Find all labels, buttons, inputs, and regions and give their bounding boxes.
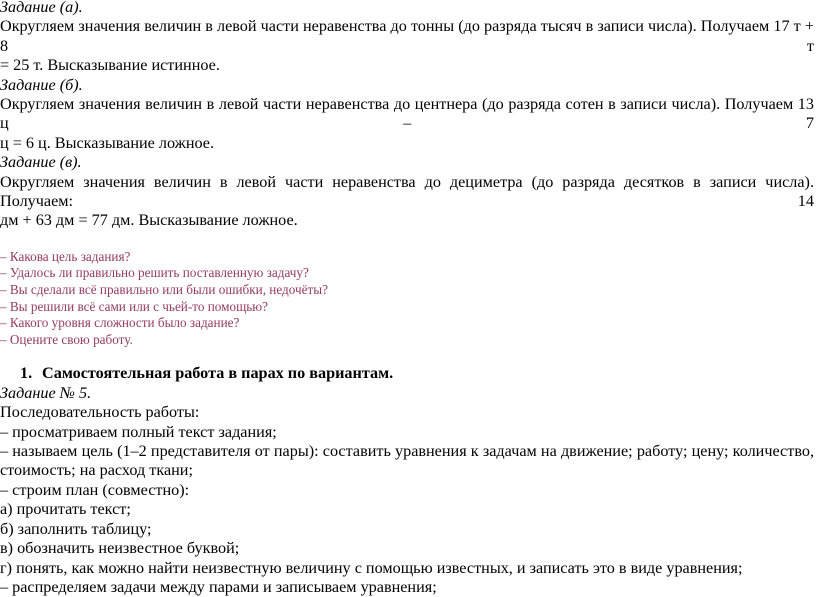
plan-item: а) прочитать текст; xyxy=(0,500,131,519)
task-c-title: Задание (в). xyxy=(0,153,82,172)
section-title: Самостоятельная работа в парах по вариантам. xyxy=(42,364,394,383)
question-item: – Оцените свою работу. xyxy=(0,331,133,347)
section-number: 1. xyxy=(20,364,33,383)
plan-item: в) обозначить неизвестное буквой; xyxy=(0,539,240,558)
step-item: – распределяем задачи между парами и записываем уравнения; xyxy=(0,577,437,596)
sequence-label: Последовательность работы: xyxy=(0,403,200,422)
question-item: – Какого уровня сложности было задание? xyxy=(0,315,240,331)
task-a-title: Задание (а). xyxy=(0,0,83,16)
question-item: – Удалось ли правильно решить поставленную задачу? xyxy=(0,265,309,281)
section-heading xyxy=(0,364,816,383)
task-a-text-line2: = 25 т. Высказывание истинное. xyxy=(0,56,220,75)
question-item: – Какова цель задания? xyxy=(0,248,131,264)
plan-item: б) заполнить таблицу; xyxy=(0,519,152,538)
task-a-text-line1: Округляем значения величин в левой части неравенства до тонны (до разряда тысяч в записи числа). Получаем 17 т + 8 т xyxy=(0,17,814,55)
reflection-questions xyxy=(0,249,816,349)
question-item: – Вы решили всё сами или с чьей-то помощью? xyxy=(0,298,268,314)
spacer xyxy=(0,231,816,249)
step-item-line2: стоимость; на расход ткани; xyxy=(0,461,193,480)
task-c-text-line2: дм + 63 дм = 77 дм. Высказывание ложное. xyxy=(0,211,298,230)
task-b-text-line1: Округляем значения величин в левой части неравенства до центнера (до разряда сотен в записи числа). Получаем 13 ц – 7 xyxy=(0,95,814,133)
question-item: – Вы сделали всё правильно или были ошибки, недочёты? xyxy=(0,282,328,298)
task5-title: Задание № 5. xyxy=(0,383,92,402)
step-item-line1: – называем цель (1–2 представителя от пары): составить уравнения к задачам на движение; работу; цену; количество, xyxy=(0,442,814,461)
step-item: – строим план (совместно): xyxy=(0,480,190,499)
task-b-text-line2: ц = 6 ц. Высказывание ложное. xyxy=(0,133,215,152)
spacer xyxy=(0,348,816,364)
task-b-title: Задание (б). xyxy=(0,75,83,94)
step-item: – просматриваем полный текст задания; xyxy=(0,422,277,441)
plan-item: г) понять, как можно найти неизвестную величину с помощью известных, и записать это в виде уравнения; xyxy=(0,558,743,577)
task-c-text-line1: Округляем значения величин в левой части неравенства до дециметра (до разряда десятков в записи числа). Получаем: 14 xyxy=(0,172,814,211)
